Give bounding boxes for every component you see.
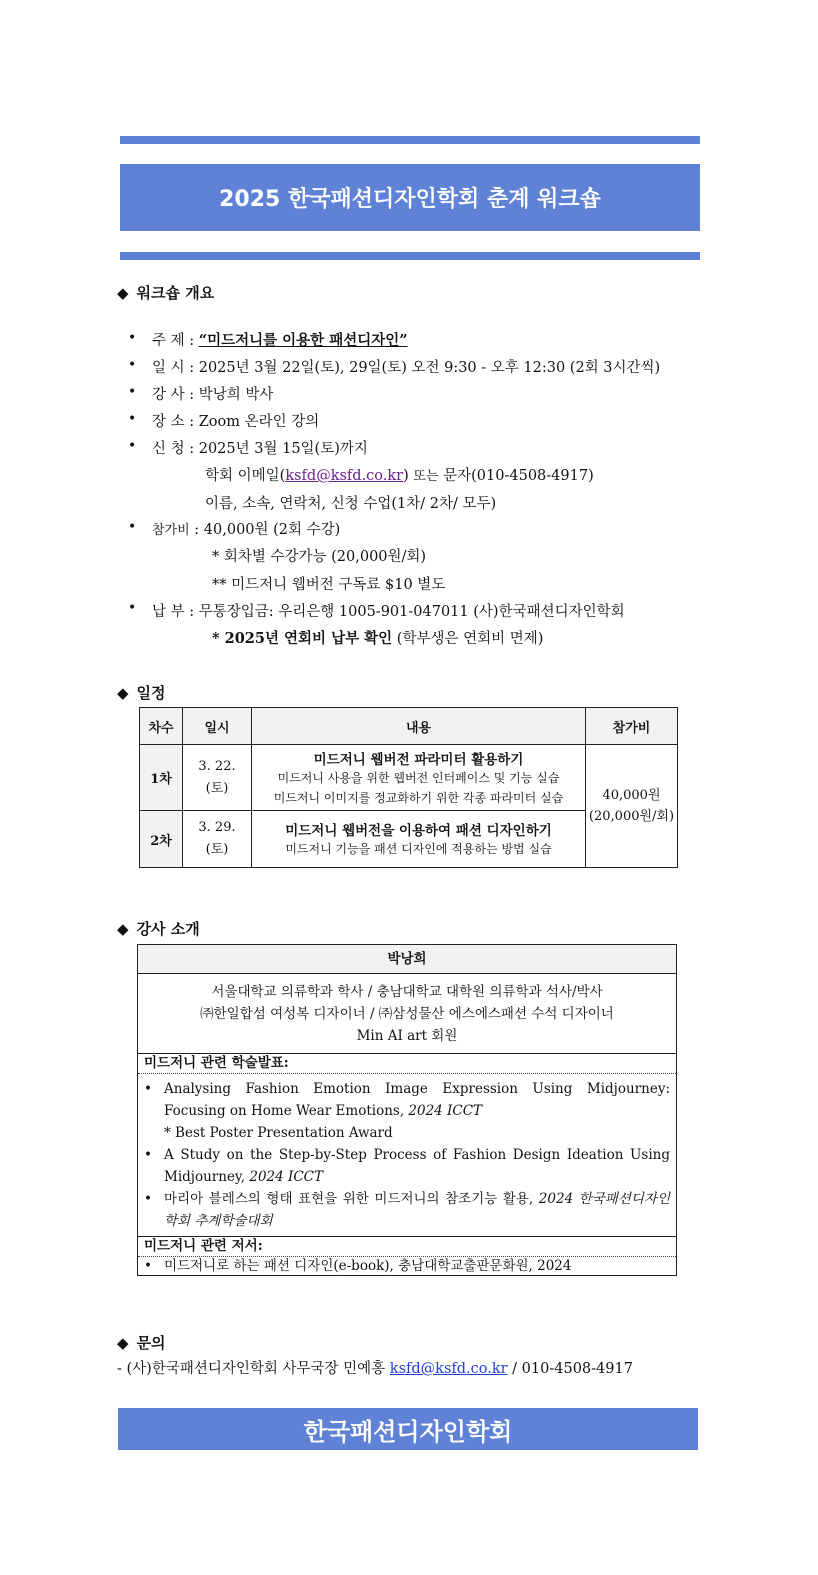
list-item: • 미드저니로 하는 패션 디자인(e-book), 충남대학교출판문화원, 2024 bbox=[164, 1257, 670, 1275]
presentations-heading: 미드저니 관련 학술발표: bbox=[138, 1054, 676, 1074]
date-line: 일 시 : 2025년 3월 22일(토), 29일(토) 오전 9:30 - 오후 12:30 (2회 3시간씩) bbox=[152, 360, 661, 376]
instructor-line: 강 사 : 박낭희 박사 bbox=[152, 387, 274, 403]
fee-line: 참가비 : 40,000원 (2회 수강) bbox=[152, 522, 341, 538]
contact-line: - (사)한국패션디자인학회 사무국장 민예홍 ksfd@ksfd.co.kr / 010-4508-4917 bbox=[117, 1361, 633, 1377]
list-item: • Analysing Fashion Emotion Image Expression Using Midjourney: Focusing on Home Wear Emotions, 2024 ICCT bbox=[164, 1078, 670, 1122]
diamond-icon: ◆ bbox=[117, 684, 129, 702]
schedule-heading: ◆ 일정 bbox=[117, 684, 166, 702]
column-header: 참가비 bbox=[586, 708, 678, 745]
date-cell: 3. 22. (토) bbox=[183, 745, 252, 811]
date-cell: 3. 29. (토) bbox=[183, 811, 252, 868]
bottom-rule bbox=[120, 252, 700, 260]
bullet-icon: • bbox=[128, 438, 137, 454]
content-cell bbox=[252, 745, 586, 811]
overview-heading: ◆ 워크숍 개요 bbox=[117, 284, 215, 302]
venue-line: 장 소 : Zoom 온라인 강의 bbox=[152, 414, 320, 430]
list-item: * Best Poster Presentation Award bbox=[164, 1125, 393, 1141]
bullet-icon: • bbox=[128, 519, 137, 535]
payment-note: * 2025년 연회비 납부 확인 (학부생은 연회비 면제) bbox=[212, 630, 544, 647]
diamond-icon: ◆ bbox=[117, 284, 129, 302]
footer-banner bbox=[118, 1408, 698, 1450]
round-cell: 2차 bbox=[140, 811, 183, 868]
apply-line: 신 청 : 2025년 3월 15일(토)까지 bbox=[152, 441, 368, 457]
bullet-icon: • bbox=[128, 384, 137, 400]
session-title: 미드저니 웹버전을 이용하여 패션 디자인하기 bbox=[285, 822, 552, 839]
list-item: • 마리아 블레스의 형태 표현을 위한 미드저니의 참조기능 활용, 2024 한국패션디자인학회 추계학술대회 bbox=[164, 1188, 670, 1232]
instructor-name: 박낭희 bbox=[138, 945, 676, 974]
top-rule bbox=[120, 136, 700, 144]
list-item: • A Study on the Step-by-Step Process of Fashion Design Ideation Using Midjourney, 2024 ICCT bbox=[164, 1144, 670, 1188]
apply-contact-line: 학회 이메일(ksfd@ksfd.co.kr) 또는 문자(010-4508-4917) bbox=[205, 468, 594, 484]
session-title: 미드저니 웹버전 파라미터 활용하기 bbox=[313, 751, 524, 768]
topic-line: 주 제 : “미드저니를 이용한 패션디자인” bbox=[152, 332, 408, 349]
books-list bbox=[138, 1257, 676, 1275]
bullet-icon: • bbox=[128, 600, 137, 616]
column-header: 차수 bbox=[140, 708, 183, 745]
contact-heading: ◆ 문의 bbox=[117, 1334, 166, 1352]
instructor-heading: ◆ 강사 소개 bbox=[117, 920, 200, 938]
instructor-bio: 서울대학교 의류학과 학사 / 충남대학교 대학원 의류학과 석사/박사 ㈜한일합섬 여성복 디자이너 / ㈜삼성물산 에스에스패션 수석 디자이너 Min AI art 회원 bbox=[138, 974, 676, 1054]
instructor-box bbox=[137, 944, 677, 1276]
presentations-list bbox=[138, 1074, 676, 1236]
apply-email-link[interactable]: ksfd@ksfd.co.kr bbox=[285, 468, 404, 484]
column-header: 일시 bbox=[183, 708, 252, 745]
page-title: 2025 한국패션디자인학회 춘계 워크숍 bbox=[219, 187, 601, 212]
footer-title: 한국패션디자인학회 bbox=[303, 1417, 513, 1446]
topic-value: “미드저니를 이용한 패션디자인” bbox=[198, 332, 408, 349]
round-cell: 1차 bbox=[140, 745, 183, 811]
payment-line: 납 부 : 무통장입금: 우리은행 1005-901-047011 (사)한국패션디자인학회 bbox=[152, 604, 625, 620]
fee-note-1: * 회차별 수강가능 (20,000원/회) bbox=[212, 549, 427, 565]
fee-note-2: ** 미드저니 웹버전 구독료 $10 별도 bbox=[212, 577, 446, 593]
contact-email-link[interactable]: ksfd@ksfd.co.kr bbox=[389, 1361, 508, 1377]
session-desc: 미드저니 이미지를 정교화하기 위한 각종 파라미터 실습 bbox=[273, 790, 564, 805]
bullet-icon: • bbox=[128, 330, 137, 346]
books-heading: 미드저니 관련 저서: bbox=[138, 1237, 676, 1257]
column-header: 내용 bbox=[252, 708, 586, 745]
table-row bbox=[140, 745, 678, 811]
session-desc: 미드저니 사용을 위한 웹버전 인터페이스 및 기능 실습 bbox=[277, 770, 560, 785]
table-header-row bbox=[140, 708, 678, 745]
bullet-icon: • bbox=[128, 411, 137, 427]
fee-cell: 40,000원 (20,000원/회) bbox=[586, 745, 678, 868]
apply-info-line: 이름, 소속, 연락처, 신청 수업(1차/ 2차/ 모두) bbox=[205, 496, 497, 512]
content-cell bbox=[252, 811, 586, 868]
session-desc: 미드저니 기능을 패션 디자인에 적용하는 방법 실습 bbox=[285, 841, 552, 856]
diamond-icon: ◆ bbox=[117, 1334, 129, 1352]
bullet-icon: • bbox=[128, 357, 137, 373]
schedule-table bbox=[139, 707, 678, 868]
diamond-icon: ◆ bbox=[117, 920, 129, 938]
page-title-banner bbox=[120, 164, 700, 231]
